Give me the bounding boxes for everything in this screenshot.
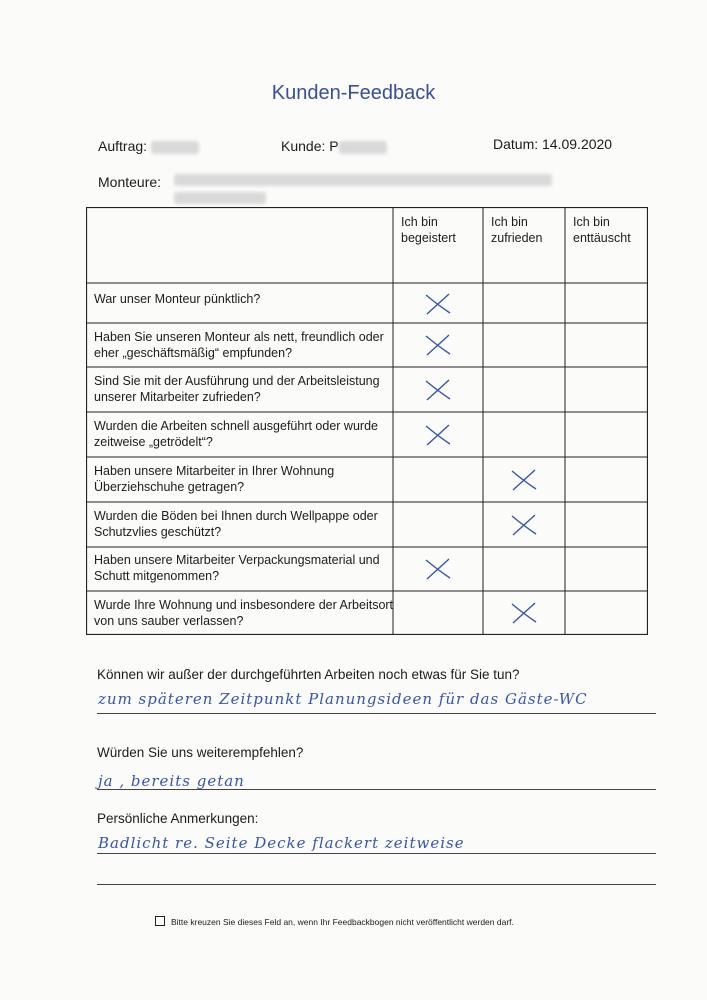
question-recommend: Würden Sie uns weiterempfehlen? [97,745,304,760]
answer-line-3 [97,853,656,854]
answer-cross-icon [418,289,458,319]
feedback-table [86,207,648,635]
column-header-zufrieden: Ich bin zufrieden [491,215,543,245]
monteure-label: Monteure: [98,174,162,190]
redacted-monteure-line2 [174,192,266,204]
question-extra-services: Können wir außer der durchgeführten Arbeiten noch etwas für Sie tun? [97,667,520,682]
question-remarks: Persönliche Anmerkungen: [97,811,259,826]
answer-line-1 [97,713,656,714]
publish-consent-text: Bitte kreuzen Sie dieses Feld an, wenn Ihr Feedbackbogen nicht veröffentlicht werden darf. [171,917,514,927]
answer-line-4 [97,884,656,885]
question-row-1: War unser Monteur pünktlich? [94,292,261,306]
answer-line-2 [97,789,656,790]
column-header-begeistert: Ich bin begeistert [401,215,456,245]
answer-recommend: ja , bereits getan [98,772,245,790]
answer-cross-icon [504,510,544,540]
auftrag-field [98,138,199,154]
answer-cross-icon [418,420,458,450]
question-row-7: Haben unsere Mitarbeiter Verpackungsmaterial und Schutt mitgenommen? [94,553,380,583]
redacted-monteure-line1 [174,174,552,186]
answer-cross-icon [418,554,458,584]
answer-cross-icon [418,330,458,360]
question-row-6: Wurden die Böden bei Ihnen durch Wellpappe oder Schutzvlies geschützt? [94,509,378,539]
redacted-auftrag [151,141,199,154]
kunde-field [281,138,387,154]
auftrag-label: Auftrag: [98,138,148,154]
answer-remarks: Badlicht re. Seite Decke flackert zeitweise [98,834,465,852]
question-row-5: Haben unsere Mitarbeiter in Ihrer Wohnung Überziehschuhe getragen? [94,464,335,494]
question-row-4: Wurden die Arbeiten schnell ausgeführt oder wurde zeitweise „getrödelt“? [94,419,378,449]
page-title: Kunden-Feedback [271,82,436,104]
redacted-kunde [339,141,387,154]
answer-extra-services: zum späteren Zeitpunkt Planungsideen für das Gäste-WC [98,690,588,708]
answer-cross-icon [418,375,458,405]
question-row-2: Haben Sie unseren Monteur als nett, freundlich oder eher „geschäftsmäßig“ empfunden? [94,330,384,360]
kunde-label: Kunde: P [281,138,339,154]
publish-consent [155,916,514,927]
publish-optout-checkbox[interactable] [155,916,165,926]
answer-cross-icon [504,465,544,495]
datum-field: Datum: 14.09.2020 [493,136,613,152]
column-header-enttaeuscht: Ich bin enttäuscht [573,215,631,245]
answer-cross-icon [504,598,544,628]
question-row-3: Sind Sie mit der Ausführung und der Arbeitsleistung unserer Mitarbeiter zufrieden? [94,374,380,404]
question-row-8: Wurde Ihre Wohnung und insbesondere der Arbeitsort von uns sauber verlassen? [94,598,394,628]
